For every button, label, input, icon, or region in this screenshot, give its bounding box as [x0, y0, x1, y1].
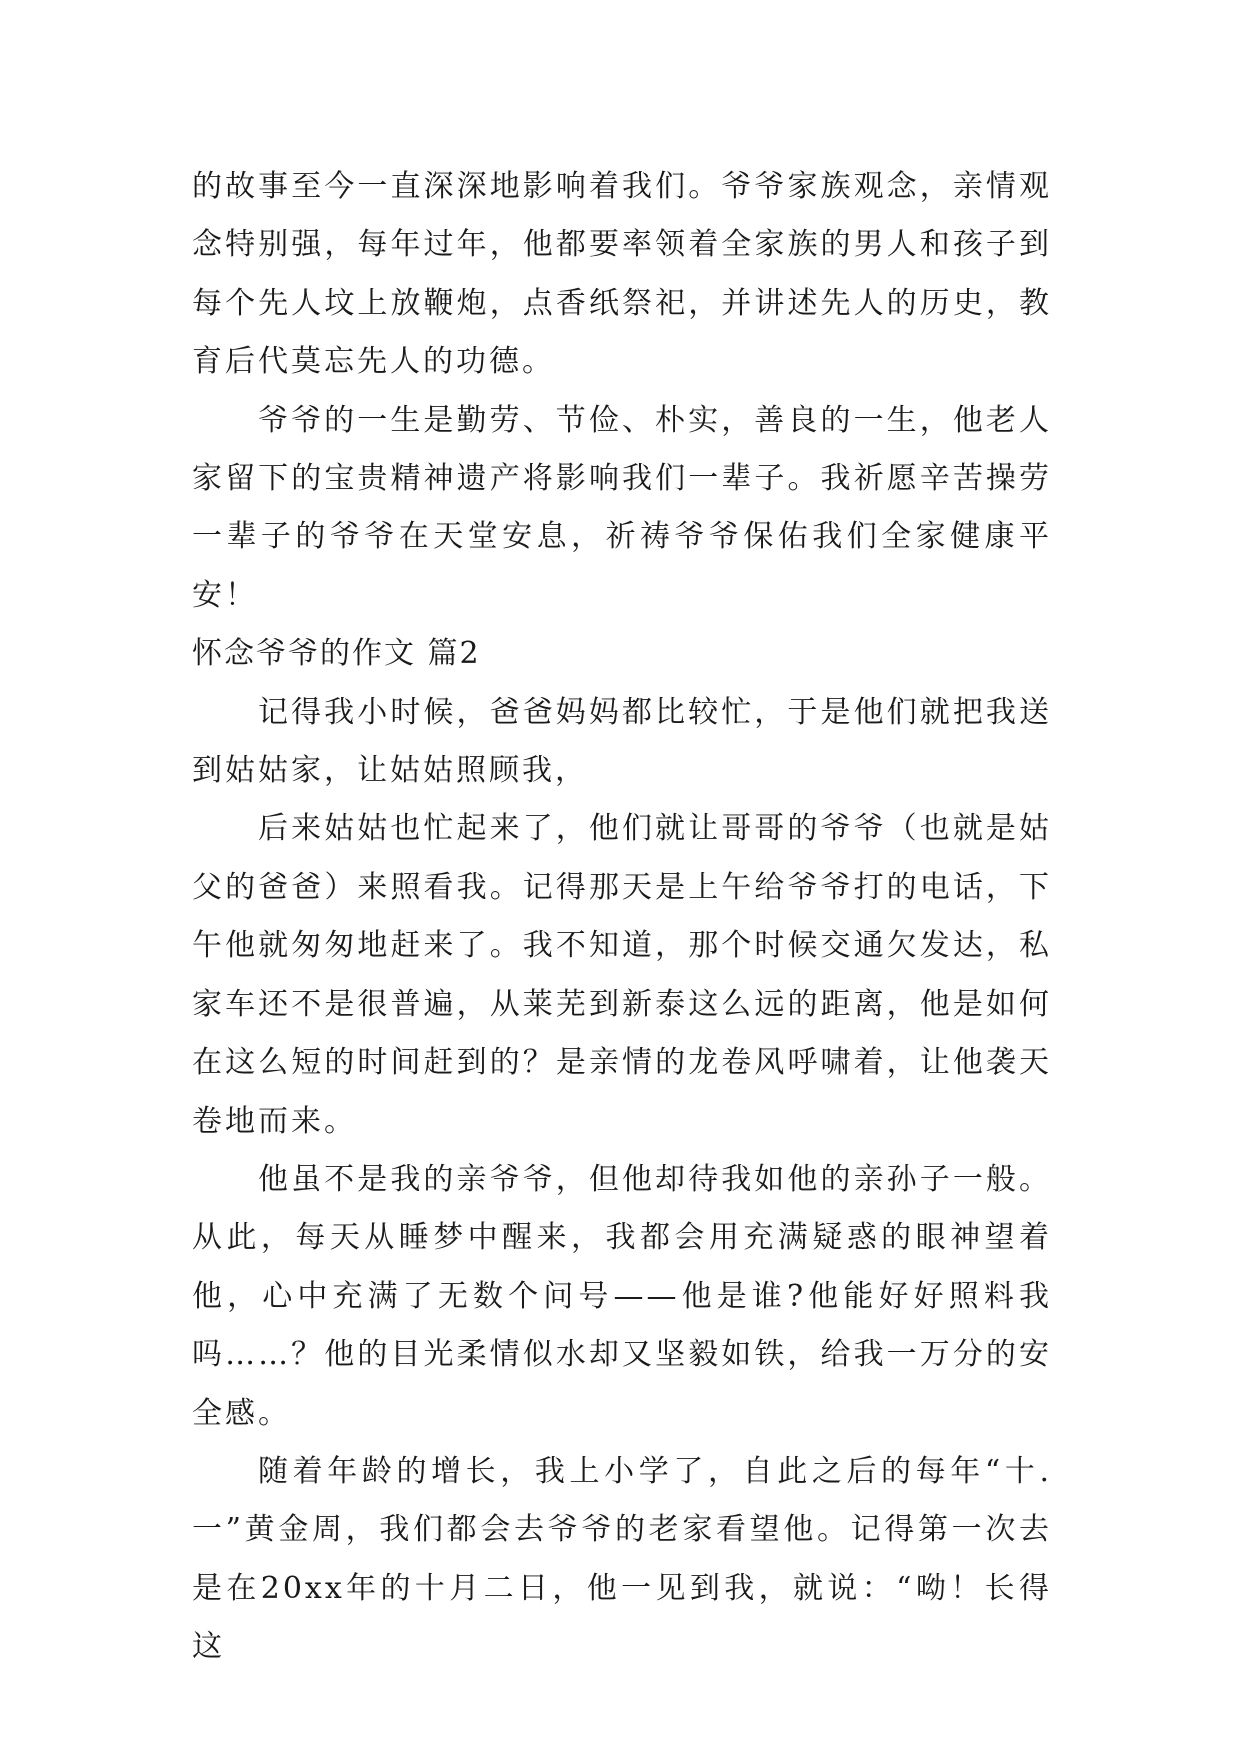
paragraph-2: 爷爷的一生是勤劳、节俭、朴实，善良的一生，他老人家留下的宝贵精神遗产将影响我们一辈子。我祈愿辛苦操劳一辈子的爷爷在天堂安息，祈祷爷爷保佑我们全家健康平安！: [192, 402, 1052, 613]
paragraph-1: 的故事至今一直深深地影响着我们。爷爷家族观念，亲情观念特别强，每年过年，他都要率领着全家族的男人和孩子到每个先人坟上放鞭炮，点香纸祭祀，并讲述先人的历史，教育后代莫忘先人的功德。: [192, 169, 1052, 380]
paragraph-5: 他虽不是我的亲爷爷，但他却待我如他的亲孙子一般。从此，每天从睡梦中醒来，我都会用充满疑惑的眼神望着他，心中充满了无数个问号——他是谁?他能好好照料我吗……？他的目光柔情似水却又坚毅如铁，给我一万分的安全感。: [192, 1161, 1052, 1431]
document-page: [192, 158, 1052, 1677]
section-heading: 怀念爷爷的作文 篇2: [192, 636, 481, 672]
paragraph-6: 随着年龄的增长，我上小学了，自此之后的每年“十.一”黄金周，我们都会去爷爷的老家看望他。记得第一次去是在20xx年的十月二日，他一见到我，就说：“呦！长得这: [192, 1453, 1052, 1665]
paragraph-4: 后来姑姑也忙起来了，他们就让哥哥的爷爷（也就是姑父的爸爸）来照看我。记得那天是上午给爷爷打的电话，下午他就匆匆地赶来了。我不知道，那个时候交通欠发达，私家车还不是很普遍，从莱芜到新泰这么远的距离，他是如何在这么短的时间赶到的？是亲情的龙卷风呼啸着，让他袭天卷地而来。: [192, 811, 1052, 1139]
paragraph-3: 记得我小时候，爸爸妈妈都比较忙，于是他们就把我送到姑姑家，让姑姑照顾我，: [192, 694, 1052, 789]
